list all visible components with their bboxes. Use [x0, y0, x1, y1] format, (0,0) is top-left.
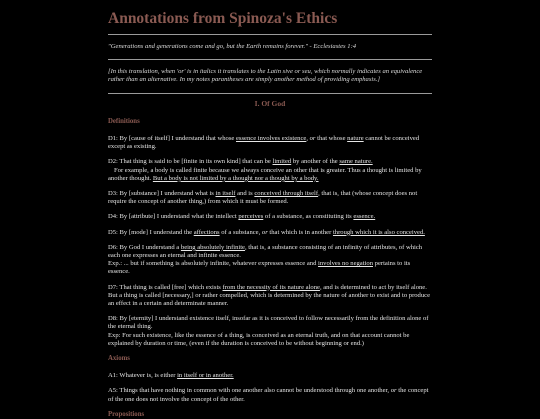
underlined-text: limited: [272, 158, 292, 166]
definition-d2: [108, 158, 432, 183]
text: of a substance, as constituting its: [263, 213, 354, 221]
page-title: Annotations from Spinoza's Ethics: [108, 10, 338, 27]
underlined-text: perceives: [238, 213, 264, 221]
text: that whose: [315, 135, 348, 143]
underlined-text: being absolutely infinite: [180, 243, 245, 251]
text: of a substance,: [219, 228, 262, 236]
axiom-a1: [108, 372, 432, 380]
text: , and is determined to act by itself alone. But a thing is called [necessary,] or rather compelled, which is determined by the nature of another to exist and to produce an effect in a certain and determinate manner.: [108, 283, 431, 308]
text: D8: By [eternity] I understand existence itself, insofar as it is conceived to follow necessarily from the definition alone of the eternal thing.: [108, 315, 429, 331]
underlined-text: from the necessity of its nature alone: [222, 283, 320, 291]
underlined-text: same nature.: [339, 158, 373, 166]
definition-d3: [108, 190, 432, 206]
text: D4: By [attribute] I understand what the intellect: [108, 213, 239, 221]
underlined-text: But a body is not limited by a thought nor a thought by a body.: [152, 174, 319, 182]
definition-d5: [108, 229, 432, 237]
text: , that is, that (whose concept does not require the concept of another thing,) from which it must be formed.: [108, 190, 418, 206]
underlined-text: in itself or in another.: [177, 372, 234, 380]
part-heading: I. Of God: [254, 98, 286, 108]
axiom-a5: [108, 387, 432, 403]
explanation-text: Exp.: ... but if something is absolutely infinite, whatever expresses essence and: [108, 260, 319, 268]
definition-d6: [108, 244, 432, 277]
text: ,: [306, 135, 310, 143]
divider-bottom: [108, 93, 432, 94]
underlined-text: essence.: [353, 213, 376, 221]
text: by another of the: [291, 158, 340, 166]
translation-note: [In this translation, when 'or' is in italics it translates to the Latin sive or seu, which normally indicates an equivalence rather than an alternative. In my notes parantheses are simply another method of providing emphasis.]: [108, 68, 423, 84]
text: that which is in another: [267, 228, 333, 236]
definition-d7: [108, 284, 432, 309]
underlined-text: affections: [193, 228, 220, 236]
underlined-text: in itself: [215, 190, 236, 198]
underlined-text: involves no negation: [318, 260, 373, 268]
axioms-heading: Axioms: [108, 355, 130, 363]
text: D1: By [cause of itself] I understand that whose: [108, 135, 236, 143]
definitions-heading: Definitions: [108, 117, 140, 125]
italic-text: or: [390, 387, 397, 395]
definition-d1: [108, 135, 432, 151]
text: pertains to its essence.: [108, 260, 411, 276]
text: A1: Whatever is, is either: [108, 372, 178, 380]
definition-d8: [108, 315, 432, 348]
propositions-heading: Propositions: [108, 410, 145, 418]
definition-d4: [108, 213, 432, 221]
text: cannot be conceived except as existing.: [108, 135, 420, 151]
underlined-text: nature: [347, 135, 364, 143]
underlined-text: conceived through itself: [254, 190, 319, 198]
text: D6: By God I understand a: [108, 243, 181, 251]
divider-top: [108, 34, 432, 35]
divider-middle: [108, 59, 432, 60]
italic-text: or: [309, 135, 316, 143]
text: D7: That thing is called [free] which exists: [108, 283, 223, 291]
text: D3: By [substance] I understand what is: [108, 190, 216, 198]
text: the concept of the one does not involve the concept of the other.: [108, 387, 429, 403]
text: , that is, a substance consisting of an infinity of attributes, of which each one expresses an eternal and infinite essence.: [108, 243, 423, 260]
epigraph-quote: "Generations and generations come and go, but the Earth remains forever." - Ecclesiastes 1:4: [108, 43, 357, 50]
explanation-text: Exp: For such existence, like the essence of a thing, is conceived as an eternal truth, and on that account cannot be explained by duration or time, (even if the duration is conceived to be without beginning or end.): [108, 331, 410, 347]
text: D2: That thing is said to be [finite in its own kind] that can be: [108, 158, 273, 166]
underlined-text: essence involves existence: [236, 135, 307, 143]
underlined-text: through which it is also conceived.: [332, 228, 425, 236]
italic-text: or: [261, 228, 268, 236]
example-text: For example, a body is called finite because we always conceive an other that is greater. Thus a thought is limited by another thought.: [108, 166, 422, 182]
text: D5: By [mode] I understand the: [108, 228, 194, 236]
text: and is: [235, 190, 255, 198]
text: A5: Things that have nothing in common with one another also cannot be understood through one another,: [108, 387, 391, 395]
